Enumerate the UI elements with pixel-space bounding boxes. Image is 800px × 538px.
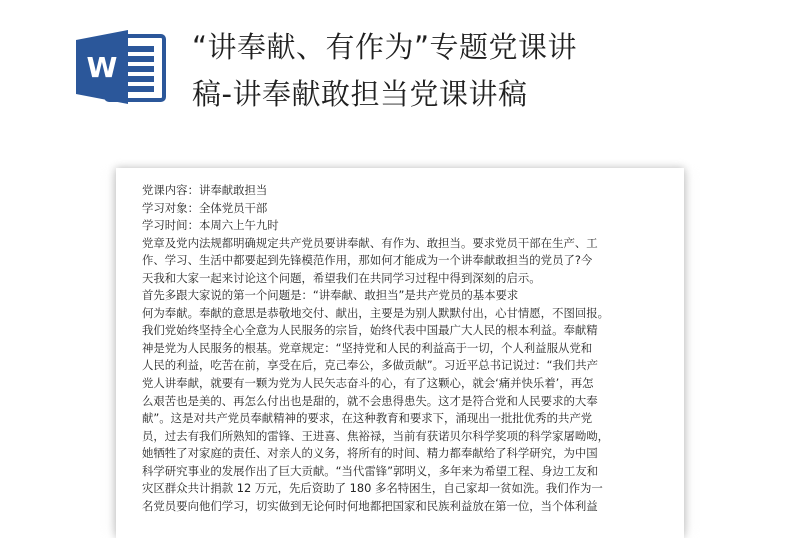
document-line: 学习对象：全体党员干部 xyxy=(142,200,268,215)
document-line: 党人讲奉献，就要有一颗为党为人民矢志奋斗的心，有了这颗心，就会‘痛并快乐着’，再怎 xyxy=(142,376,594,391)
document-line: 学习时间：本周六上午九时 xyxy=(142,218,279,233)
document-line: 科学研究事业的发展作出了巨大贡献。“当代雷锋”郭明义，多年来为希望工程、身边工友和 xyxy=(142,463,599,478)
document-body xyxy=(142,182,662,515)
document-line: 何为奉献。奉献的意思是恭敬地交付、献出，主要是为别人默默付出，心甘情愿，不图回报。 xyxy=(142,305,610,320)
document-line: 么艰苦也是美的、再怎么付出也是甜的，就不会患得患失。这才是符合党和人民要求的大奉 xyxy=(142,393,598,408)
document-line: 人民的利益，吃苦在前，享受在后，克己奉公，多做贡献”。习近平总书记说过：“我们共产 xyxy=(142,358,599,373)
word-icon xyxy=(76,30,168,104)
svg-text:W: W xyxy=(86,51,118,84)
document-line: 党章及党内法规都明确规定共产党员要讲奉献、有作为、敢担当。要求党员干部在生产、工 xyxy=(142,235,598,250)
document-page xyxy=(116,168,684,538)
document-line: 党课内容：讲奉献敢担当 xyxy=(142,183,268,197)
header xyxy=(0,0,800,140)
document-line: 作、学习、生活中都要起到先锋模范作用，那如何才能成为一个讲奉献敢担当的党员了?今 xyxy=(142,253,593,268)
document-line: 我们党始终坚持全心全意为人民服务的宗旨，始终代表中国最广大人民的根本利益。奉献精 xyxy=(142,323,598,338)
document-title-line: “讲奉献、有作为”专题党课讲 xyxy=(192,30,578,64)
document-line: 献”。这是对共产党员奉献精神的要求，在这种教育和要求下，涌现出一批批优秀的共产党 xyxy=(142,411,593,426)
document-line: 首先多跟大家说的第一个问题是：“讲奉献、敢担当”是共产党员的基本要求 xyxy=(142,288,519,303)
document-title-line: 稿-讲奉献敢担当党课讲稿 xyxy=(192,77,528,111)
document-title xyxy=(192,24,752,118)
document-line: 她牺牲了对家庭的责任、对亲人的义务，将所有的时间、精力都奉献给了科学研究，为中国 xyxy=(142,446,598,461)
document-line: 天我和大家一起来讨论这个问题，希望我们在共同学习过程中得到深刻的启示。 xyxy=(142,270,541,285)
document-line: 员，过去有我们所熟知的雷锋、王进喜、焦裕禄，当前有获诺贝尔科学奖项的科学家屠呦呦， xyxy=(142,428,610,443)
document-line: 名党员要向他们学习，切实做到无论何时何地都把国家和民族利益放在第一位，当个体利益 xyxy=(142,498,598,513)
document-line: 灾区群众共计捐款 12 万元，先后资助了 180 多名特困生，自己家却一贫如洗。我们作为一 xyxy=(142,481,603,496)
document-line: 神是党为人民服务的根基。党章规定：“坚持党和人民的利益高于一切，个人利益服从党和 xyxy=(142,340,593,355)
